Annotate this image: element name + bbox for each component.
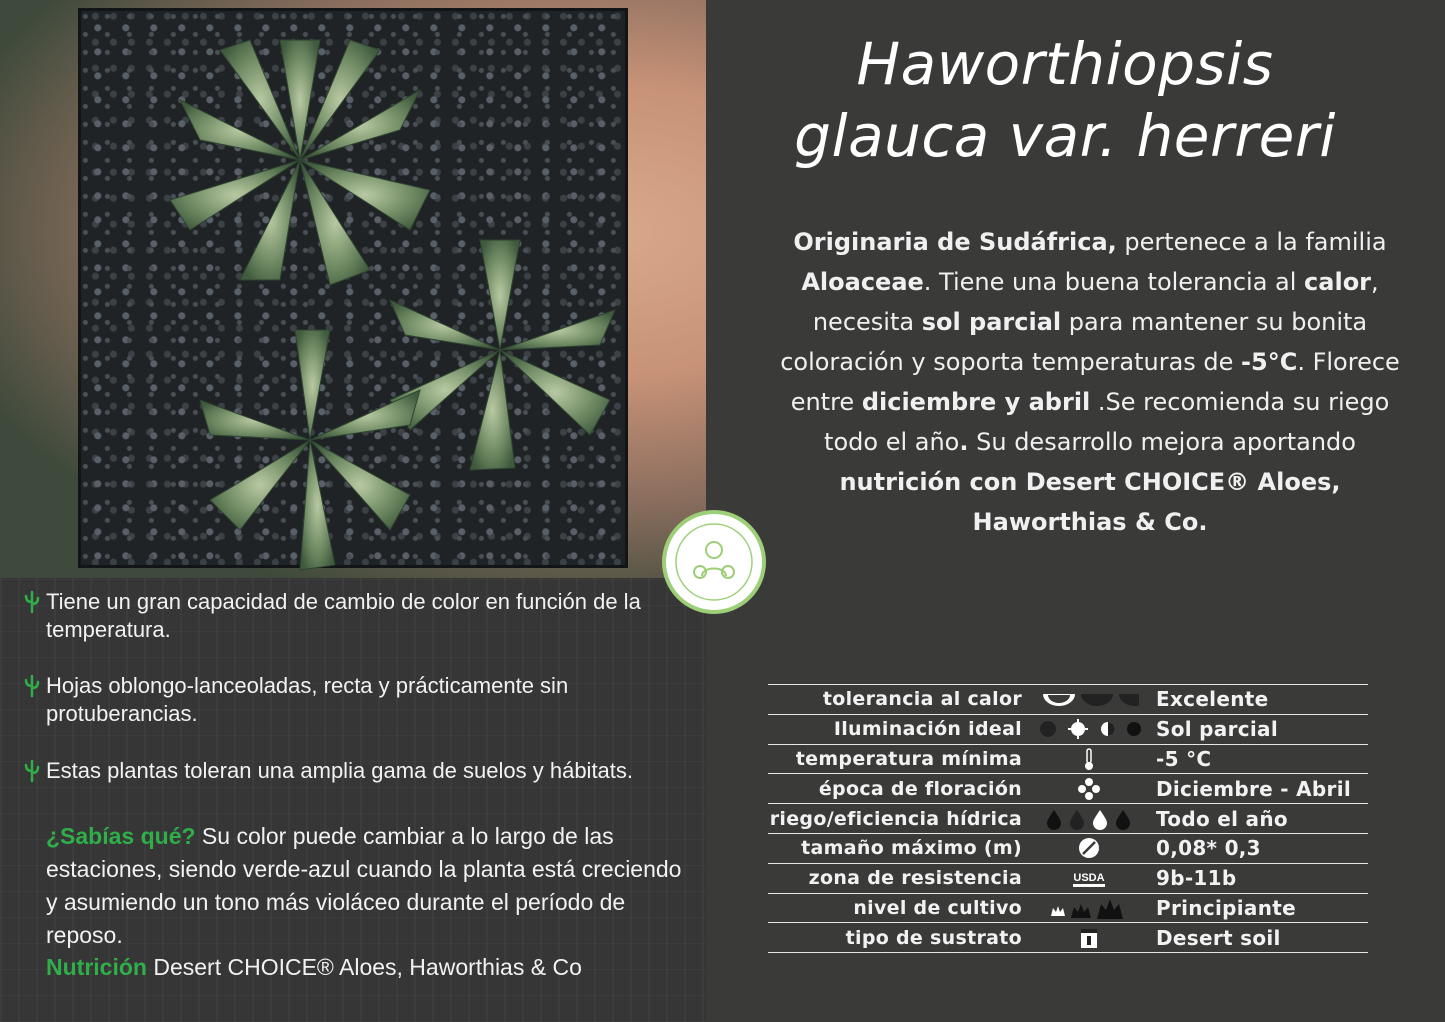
thermometer-icon — [1082, 747, 1096, 771]
bullet-text: Tiene un gran capacidad de cambio de color en función de la temperatura. — [46, 589, 641, 642]
spec-label: nivel de cultivo — [853, 896, 1022, 919]
spec-value: Sol parcial — [1156, 717, 1279, 742]
cactus-icon — [22, 674, 42, 698]
spec-value: 9b-11b — [1156, 866, 1237, 891]
desc-origin: Originaria de Sudáfrica, — [793, 228, 1117, 256]
pet-safe-badge-icon — [666, 514, 762, 610]
spec-row-substrate — [768, 923, 1368, 953]
did-you-know — [46, 820, 696, 952]
specs-table — [768, 684, 1368, 953]
spec-label: tamaño máximo (m) — [801, 837, 1022, 860]
desc-text: .Se recomienda su riego todo el año — [824, 388, 1390, 456]
spec-row-heat — [768, 685, 1368, 715]
plant-photo — [0, 0, 706, 578]
heat-bowls-icon — [1039, 690, 1139, 710]
bullet-leaves — [22, 672, 682, 728]
desc-months: diciembre y abril — [861, 388, 1091, 416]
title-line-1: Haworthiopsis — [856, 30, 1274, 98]
flower-icon — [1077, 777, 1101, 801]
spec-value: -5 °C — [1156, 746, 1212, 771]
cactus-icon — [22, 590, 42, 614]
species-description — [780, 222, 1400, 542]
spec-label: zona de resistencia — [808, 867, 1022, 890]
water-drops-icon — [1044, 808, 1134, 830]
desc-text: . Tiene una buena tolerancia al — [923, 268, 1305, 296]
spec-row-temperature — [768, 744, 1368, 774]
nutrition-label: Nutrición — [46, 954, 147, 980]
did-you-know-label: ¿Sabías qué? — [46, 823, 196, 849]
spec-label: tipo de sustrato — [845, 926, 1022, 949]
nutrition-text: Desert CHOICE® Aloes, Haworthias & Co — [146, 954, 582, 980]
did-you-know-text: Su color puede cambiar a lo largo de las estaciones, siendo verde-azul cuando la planta está creciendo y asumiendo un tono más violáceo durante el período de reposo. — [46, 823, 682, 948]
nutrition-note — [46, 953, 582, 981]
bullet-text: Hojas oblongo-lanceoladas, recta y prácticamente sin protuberancias. — [46, 673, 569, 726]
spec-value: 0,08* 0,3 — [1156, 836, 1261, 861]
desc-sun: sol parcial — [921, 308, 1062, 336]
pet-safe-badge — [662, 510, 766, 614]
spec-row-size — [768, 833, 1368, 863]
desc-text: , necesita — [812, 268, 1379, 336]
spec-label: temperatura mínima — [795, 747, 1022, 770]
spec-value: Diciembre - Abril — [1156, 776, 1352, 801]
title-line-2: glauca var. herreri — [794, 102, 1336, 170]
spec-label: tolerancia al calor — [822, 688, 1022, 711]
spec-label: riego/eficiencia hídrica — [769, 807, 1022, 830]
desc-nutrition: nutrición con Desert CHOICE® Aloes, Haworthias & Co. — [839, 468, 1341, 536]
desc-family: Aloaceae — [801, 268, 924, 296]
desc-text: Su desarrollo mejora aportando — [968, 428, 1356, 456]
crown-icon — [1049, 896, 1129, 920]
spec-value: Todo el año — [1156, 806, 1288, 831]
desc-temp: -5°C — [1241, 348, 1298, 376]
sun-icon — [1034, 717, 1144, 741]
bullet-text: Estas plantas toleran una amplia gama de suelos y hábitats. — [46, 758, 634, 783]
desc-heat: calor — [1304, 268, 1372, 296]
desc-text: para mantener su bonita coloración y soporta temperaturas de — [780, 308, 1368, 376]
bullet-soils — [22, 757, 682, 785]
desc-text: . Florece entre — [790, 348, 1400, 416]
spec-row-level — [768, 893, 1368, 923]
ruler-icon — [1077, 836, 1101, 860]
cactus-icon — [22, 759, 42, 783]
species-title — [790, 28, 1340, 172]
usda-icon: USDA — [1073, 872, 1104, 887]
spec-label: Iluminación ideal — [833, 718, 1022, 741]
spec-label: época de floración — [818, 777, 1022, 800]
spec-row-hardiness — [768, 863, 1368, 893]
succulent-illustration — [0, 0, 706, 578]
spec-row-watering — [768, 804, 1368, 834]
bullet-color-change — [22, 588, 682, 644]
spec-value: Excelente — [1156, 687, 1269, 712]
desc-text: pertenece a la familia — [1116, 228, 1387, 256]
desc-text: . — [959, 428, 969, 456]
spec-row-light — [768, 714, 1368, 744]
spec-value: Principiante — [1156, 895, 1296, 920]
substrate-bag-icon — [1080, 927, 1098, 949]
spec-row-flowering — [768, 774, 1368, 804]
spec-value: Desert soil — [1156, 925, 1281, 950]
